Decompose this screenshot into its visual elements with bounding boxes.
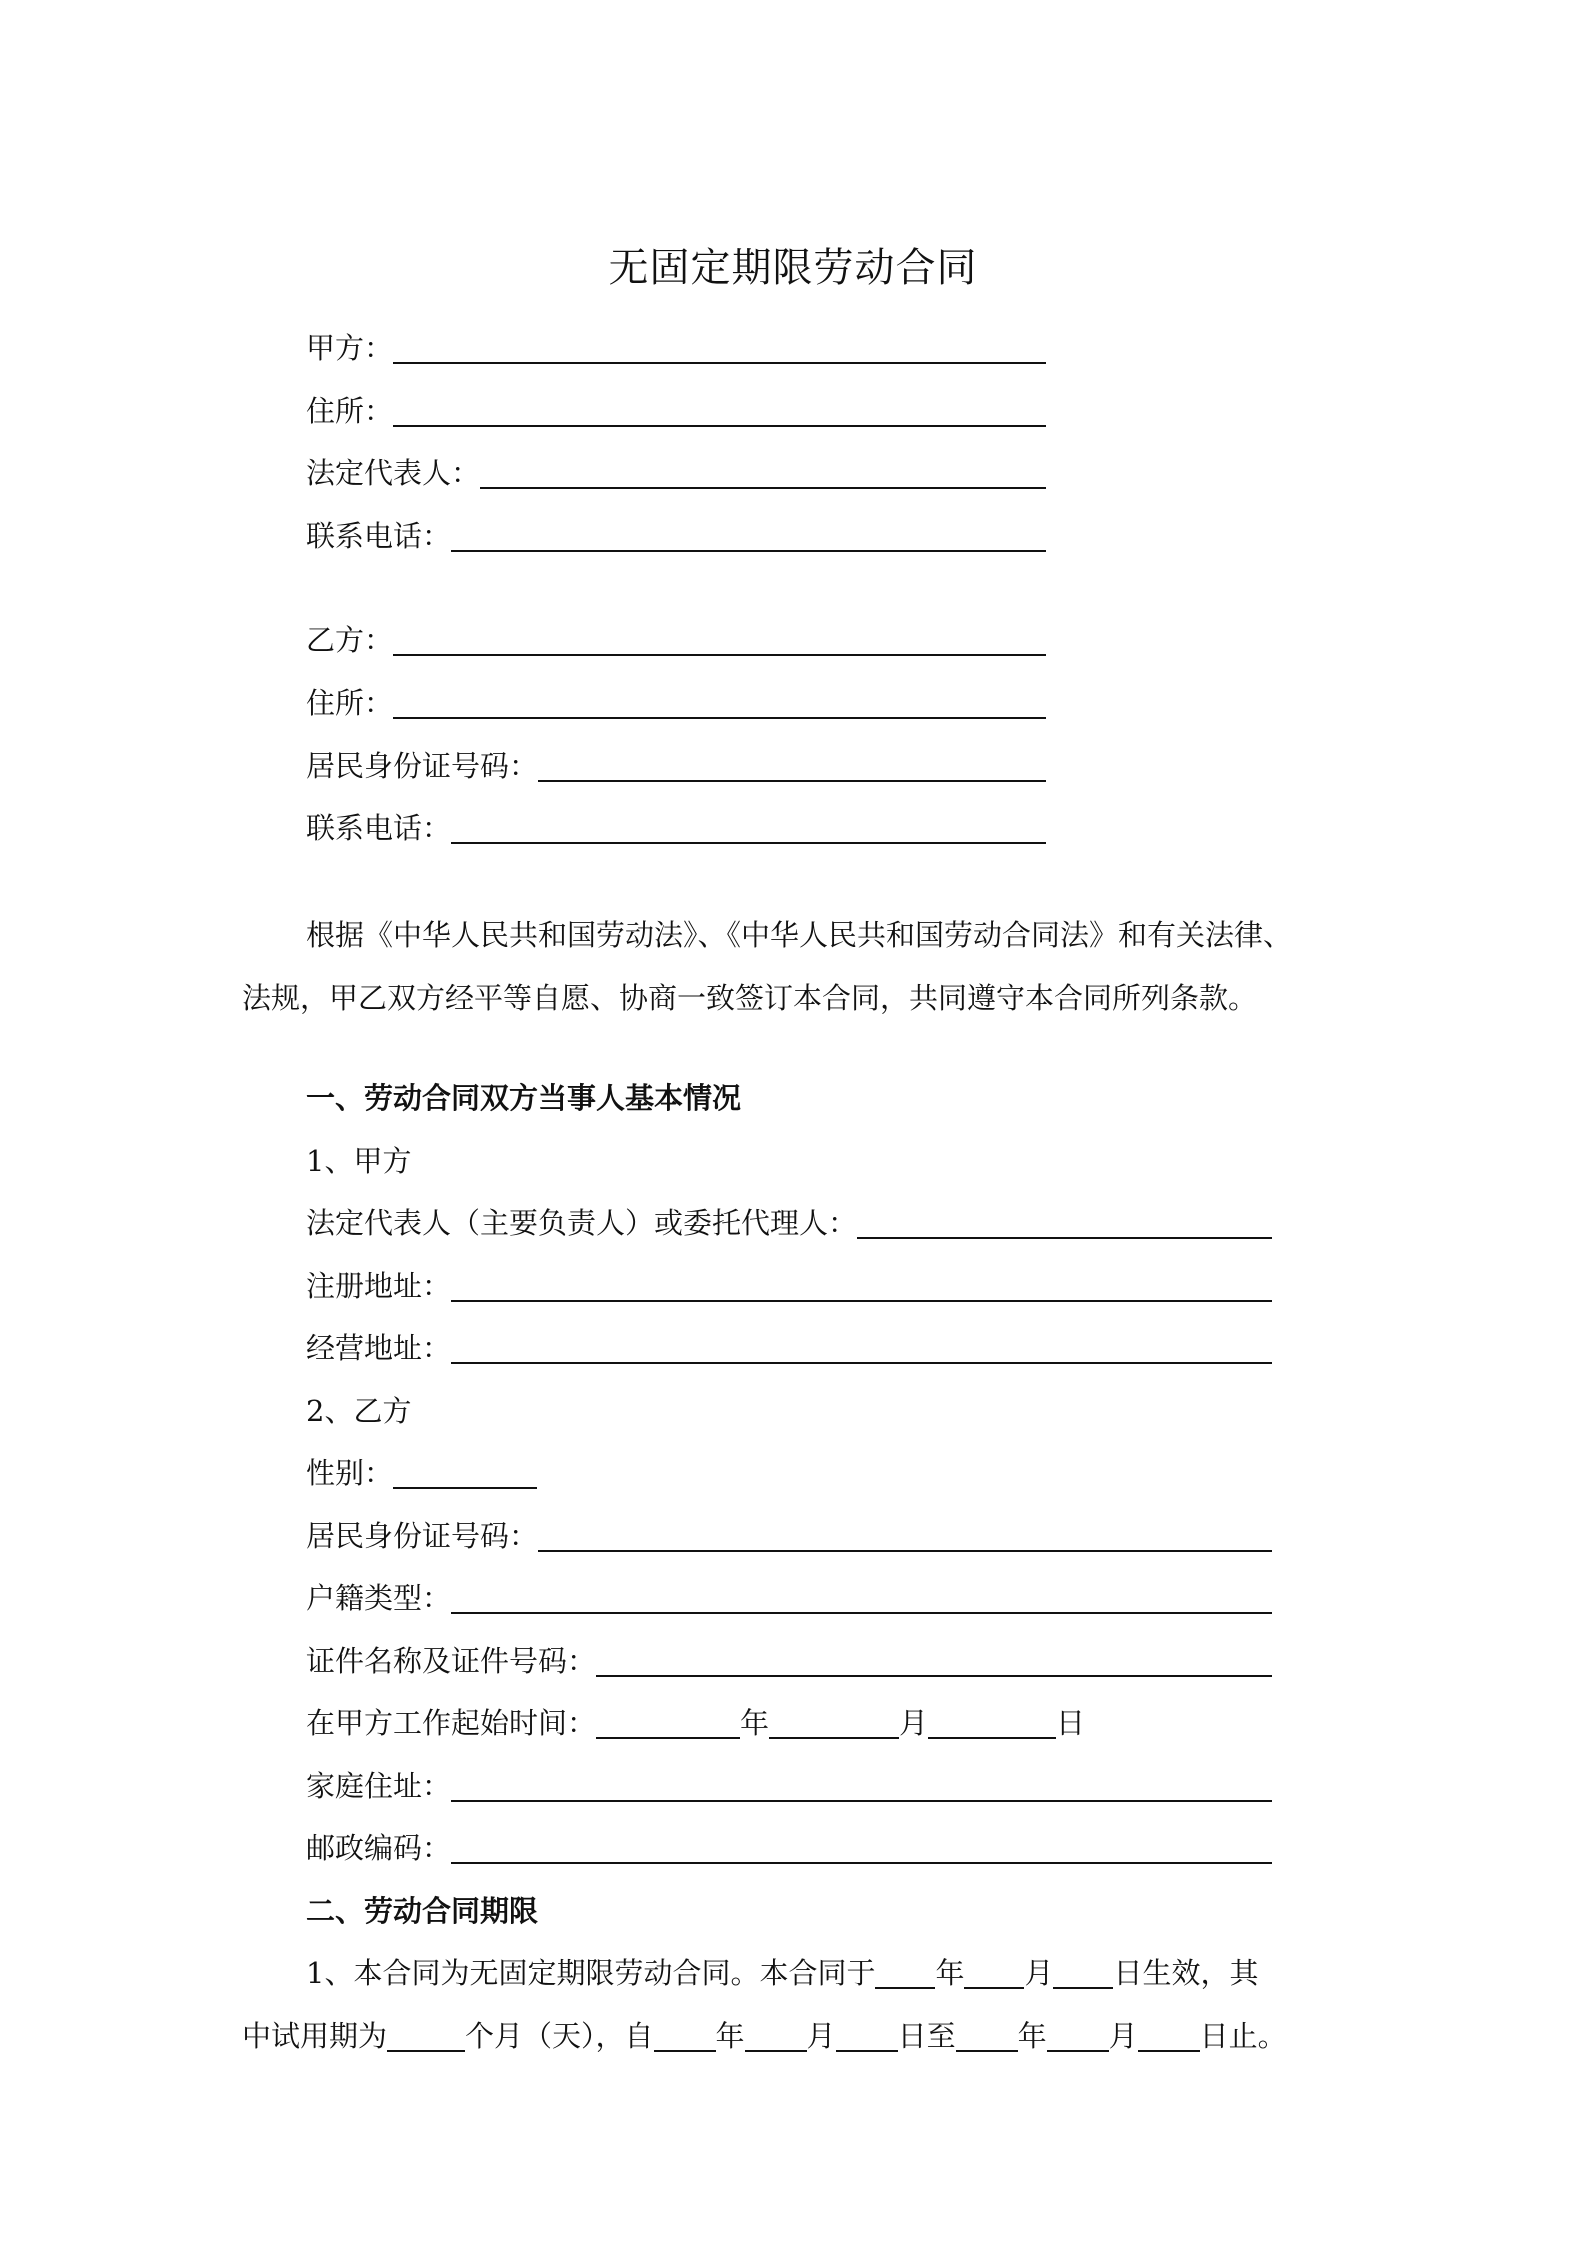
party-b-gender-row: [306, 1453, 1272, 1493]
party-b-gender-label: 性别：: [306, 1456, 394, 1490]
effective-day-blank[interactable]: [1053, 1957, 1113, 1989]
party-b-cert-label: 证件名称及证件号码：: [306, 1644, 597, 1678]
party-b-home-label: 家庭住址：: [306, 1769, 452, 1803]
party-b-home-row: [306, 1766, 1272, 1806]
party-b-address-blank[interactable]: [393, 687, 1046, 719]
probation-months-blank[interactable]: [387, 2020, 465, 2052]
party-b-name-row: [306, 620, 1046, 660]
party-a-phone-label: 联系电话：: [306, 519, 452, 553]
party-a-rep-blank[interactable]: [857, 1207, 1272, 1239]
party-b-postcode-blank[interactable]: [451, 1832, 1272, 1864]
party-b-cert-row: [306, 1641, 1272, 1681]
section-1-b-heading: [306, 1391, 1272, 1431]
party-a-name-label: 甲方：: [306, 331, 394, 365]
party-a-biz-addr-label: 经营地址：: [306, 1331, 452, 1365]
s2-l2-d: 月: [806, 2019, 836, 2053]
party-a-legal-rep-row: [306, 453, 1046, 493]
section-2-line-2: [242, 2016, 1287, 2056]
party-b-postcode-row: [306, 1828, 1272, 1868]
party-b-home-blank[interactable]: [451, 1770, 1272, 1802]
start-day-blank[interactable]: [928, 1707, 1056, 1739]
s2-l1-c: 月: [1024, 1956, 1054, 1990]
document-title: 无固定期限劳动合同: [608, 245, 978, 291]
party-a-phone-blank[interactable]: [451, 520, 1046, 552]
s2-l2-f: 年: [1017, 2019, 1047, 2053]
effective-year-blank[interactable]: [875, 1957, 935, 1989]
section-1-a-heading: [306, 1141, 1272, 1181]
section-1-heading: 一、劳动合同双方当事人基本情况: [306, 1081, 742, 1115]
party-b-postcode-label: 邮政编码：: [306, 1831, 452, 1865]
party-b-hukou-label: 户籍类型：: [306, 1581, 452, 1615]
s2-l2-h: 日止。: [1199, 2019, 1287, 2053]
s2-l2-b: 个月（天），自: [465, 2019, 654, 2053]
party-a-address-blank[interactable]: [393, 395, 1046, 427]
party-a-reg-addr-label: 注册地址：: [306, 1269, 452, 1303]
party-a-address-row: [306, 391, 1046, 431]
party-b-name-blank[interactable]: [393, 624, 1046, 656]
probation-start-day-blank[interactable]: [836, 2020, 898, 2052]
section-2-line-1: [306, 1953, 1259, 1993]
party-b-cert-blank[interactable]: [596, 1645, 1272, 1677]
party-b-address-label: 住所：: [306, 686, 394, 720]
party-b-start-label: 在甲方工作起始时间：: [306, 1706, 597, 1740]
s2-l1-d: 日生效，其: [1113, 1956, 1259, 1990]
s2-l2-a: 中试用期为: [242, 2019, 388, 2053]
party-b-hukou-row: [306, 1578, 1272, 1618]
s2-l1-b: 年: [935, 1956, 965, 1990]
party-a-name-blank[interactable]: [393, 332, 1046, 364]
party-b-id2-blank[interactable]: [538, 1520, 1272, 1552]
section-1-a-heading-text: 1、甲方: [306, 1144, 412, 1178]
preamble-paragraph: [242, 904, 1352, 1030]
start-year-text: 年: [740, 1706, 770, 1740]
preamble-line-1: 根据《中华人民共和国劳动法》、《中华人民共和国劳动合同法》和有关法律、: [306, 918, 1293, 952]
probation-start-year-blank[interactable]: [654, 2020, 716, 2052]
party-a-name-row: [306, 328, 1046, 368]
party-b-name-label: 乙方：: [306, 623, 394, 657]
party-b-phone-row: [306, 808, 1046, 848]
effective-month-blank[interactable]: [964, 1957, 1024, 1989]
party-b-id2-row: [306, 1516, 1272, 1556]
party-a-biz-addr-blank[interactable]: [451, 1332, 1272, 1364]
probation-start-month-blank[interactable]: [745, 2020, 807, 2052]
party-a-legal-rep-blank[interactable]: [480, 457, 1046, 489]
party-a-address-label: 住所：: [306, 394, 394, 428]
party-a-reg-addr-blank[interactable]: [451, 1270, 1272, 1302]
start-month-blank[interactable]: [769, 1707, 899, 1739]
party-a-legal-rep-label: 法定代表人：: [306, 456, 481, 490]
probation-end-month-blank[interactable]: [1047, 2020, 1109, 2052]
party-b-id-blank[interactable]: [538, 750, 1046, 782]
party-a-phone-row: [306, 516, 1046, 556]
s2-l1-a: 1、本合同为无固定期限劳动合同。本合同于: [306, 1956, 876, 1990]
section-2-heading: 二、劳动合同期限: [306, 1894, 539, 1928]
party-b-hukou-blank[interactable]: [451, 1582, 1272, 1614]
party-a-biz-addr-row: [306, 1328, 1272, 1368]
party-a-reg-addr-row: [306, 1266, 1272, 1306]
probation-end-day-blank[interactable]: [1138, 2020, 1200, 2052]
s2-l2-g: 月: [1108, 2019, 1138, 2053]
party-b-id-label: 居民身份证号码：: [306, 749, 539, 783]
s2-l2-c: 年: [715, 2019, 745, 2053]
section-1-b-heading-text: 2、乙方: [306, 1394, 412, 1428]
party-b-phone-blank[interactable]: [451, 812, 1046, 844]
party-b-gender-blank[interactable]: [393, 1457, 537, 1489]
party-b-id2-label: 居民身份证号码：: [306, 1519, 539, 1553]
party-b-phone-label: 联系电话：: [306, 811, 452, 845]
start-month-text: 月: [899, 1706, 929, 1740]
start-day-text: 日: [1056, 1706, 1086, 1740]
start-year-blank[interactable]: [596, 1707, 740, 1739]
party-b-id-row: [306, 746, 1046, 786]
party-a-rep-label: 法定代表人（主要负责人）或委托代理人：: [306, 1206, 858, 1240]
party-a-rep-row: [306, 1203, 1272, 1243]
s2-l2-e: 日至: [897, 2019, 956, 2053]
preamble-line-2: 法规，甲乙双方经平等自愿、协商一致签订本合同，共同遵守本合同所列条款。: [242, 981, 1258, 1015]
party-b-start-row: [306, 1703, 1272, 1743]
probation-end-year-blank[interactable]: [956, 2020, 1018, 2052]
party-b-address-row: [306, 683, 1046, 723]
